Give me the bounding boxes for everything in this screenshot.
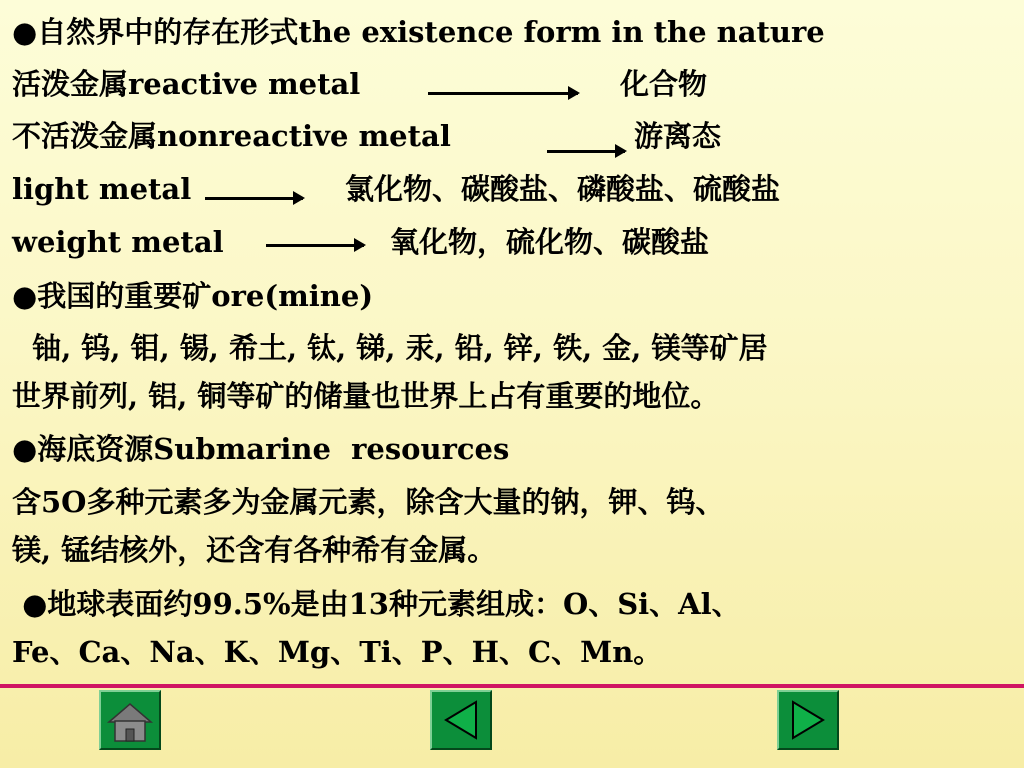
weight-metal-result: 氧化物，硫化物、碳酸盐 bbox=[390, 225, 710, 259]
reactive-metal-label: 活泼金属reactive metal bbox=[12, 67, 361, 101]
home-icon bbox=[101, 692, 159, 748]
heading-important-ores: ●我国的重要矿ore(mine) bbox=[12, 279, 374, 313]
submarine-paragraph-line-2: 镁, 锰结核外，还含有各种希有金属。 bbox=[12, 533, 497, 567]
arrow-icon bbox=[266, 244, 364, 247]
light-metal-label: light metal bbox=[12, 172, 192, 206]
heading-existence-form bbox=[12, 12, 825, 52]
bottom-divider bbox=[0, 684, 1024, 688]
heading-existence-form-cn: ●自然界中的存在形式 bbox=[12, 15, 299, 49]
reactive-metal-result: 化合物 bbox=[620, 67, 708, 101]
arrow-icon bbox=[428, 92, 578, 95]
right-triangle-icon bbox=[779, 692, 837, 748]
arrow-icon bbox=[547, 150, 625, 153]
ores-paragraph-line-2: 世界前列, 铝, 铜等矿的储量也世界上占有重要的地位。 bbox=[12, 379, 720, 413]
ores-paragraph-line-1: 铀, 钨, 钼, 锡, 希土, 钛, 锑, 汞, 铅, 锌, 铁, 金, 镁等矿居 bbox=[12, 331, 768, 365]
heading-existence-form-en: the existence form in the nature bbox=[298, 15, 825, 49]
nonreactive-metal-label: 不活泼金属nonreactive metal bbox=[12, 119, 451, 153]
light-metal-result: 氯化物、碳酸盐、磷酸盐、硫酸盐 bbox=[345, 172, 781, 206]
earth-elements-line-1: ●地球表面约99.5%是由13种元素组成：O、Si、Al、 bbox=[12, 587, 741, 621]
submarine-paragraph-line-1: 含5O多种元素多为金属元素，除含大量的钠，钾、钨、 bbox=[12, 485, 725, 519]
weight-metal-label: weight metal bbox=[12, 225, 224, 259]
arrow-icon bbox=[205, 197, 303, 200]
next-button[interactable] bbox=[777, 690, 839, 750]
previous-button[interactable] bbox=[430, 690, 492, 750]
heading-submarine-resources: ●海底资源Submarine resources bbox=[12, 432, 510, 466]
left-triangle-icon bbox=[432, 692, 490, 748]
home-button[interactable] bbox=[99, 690, 161, 750]
nonreactive-metal-result: 游离态 bbox=[634, 119, 722, 153]
earth-elements-line-2: Fe、Ca、Na、K、Mg、Ti、P、H、C、Mn。 bbox=[12, 635, 663, 669]
